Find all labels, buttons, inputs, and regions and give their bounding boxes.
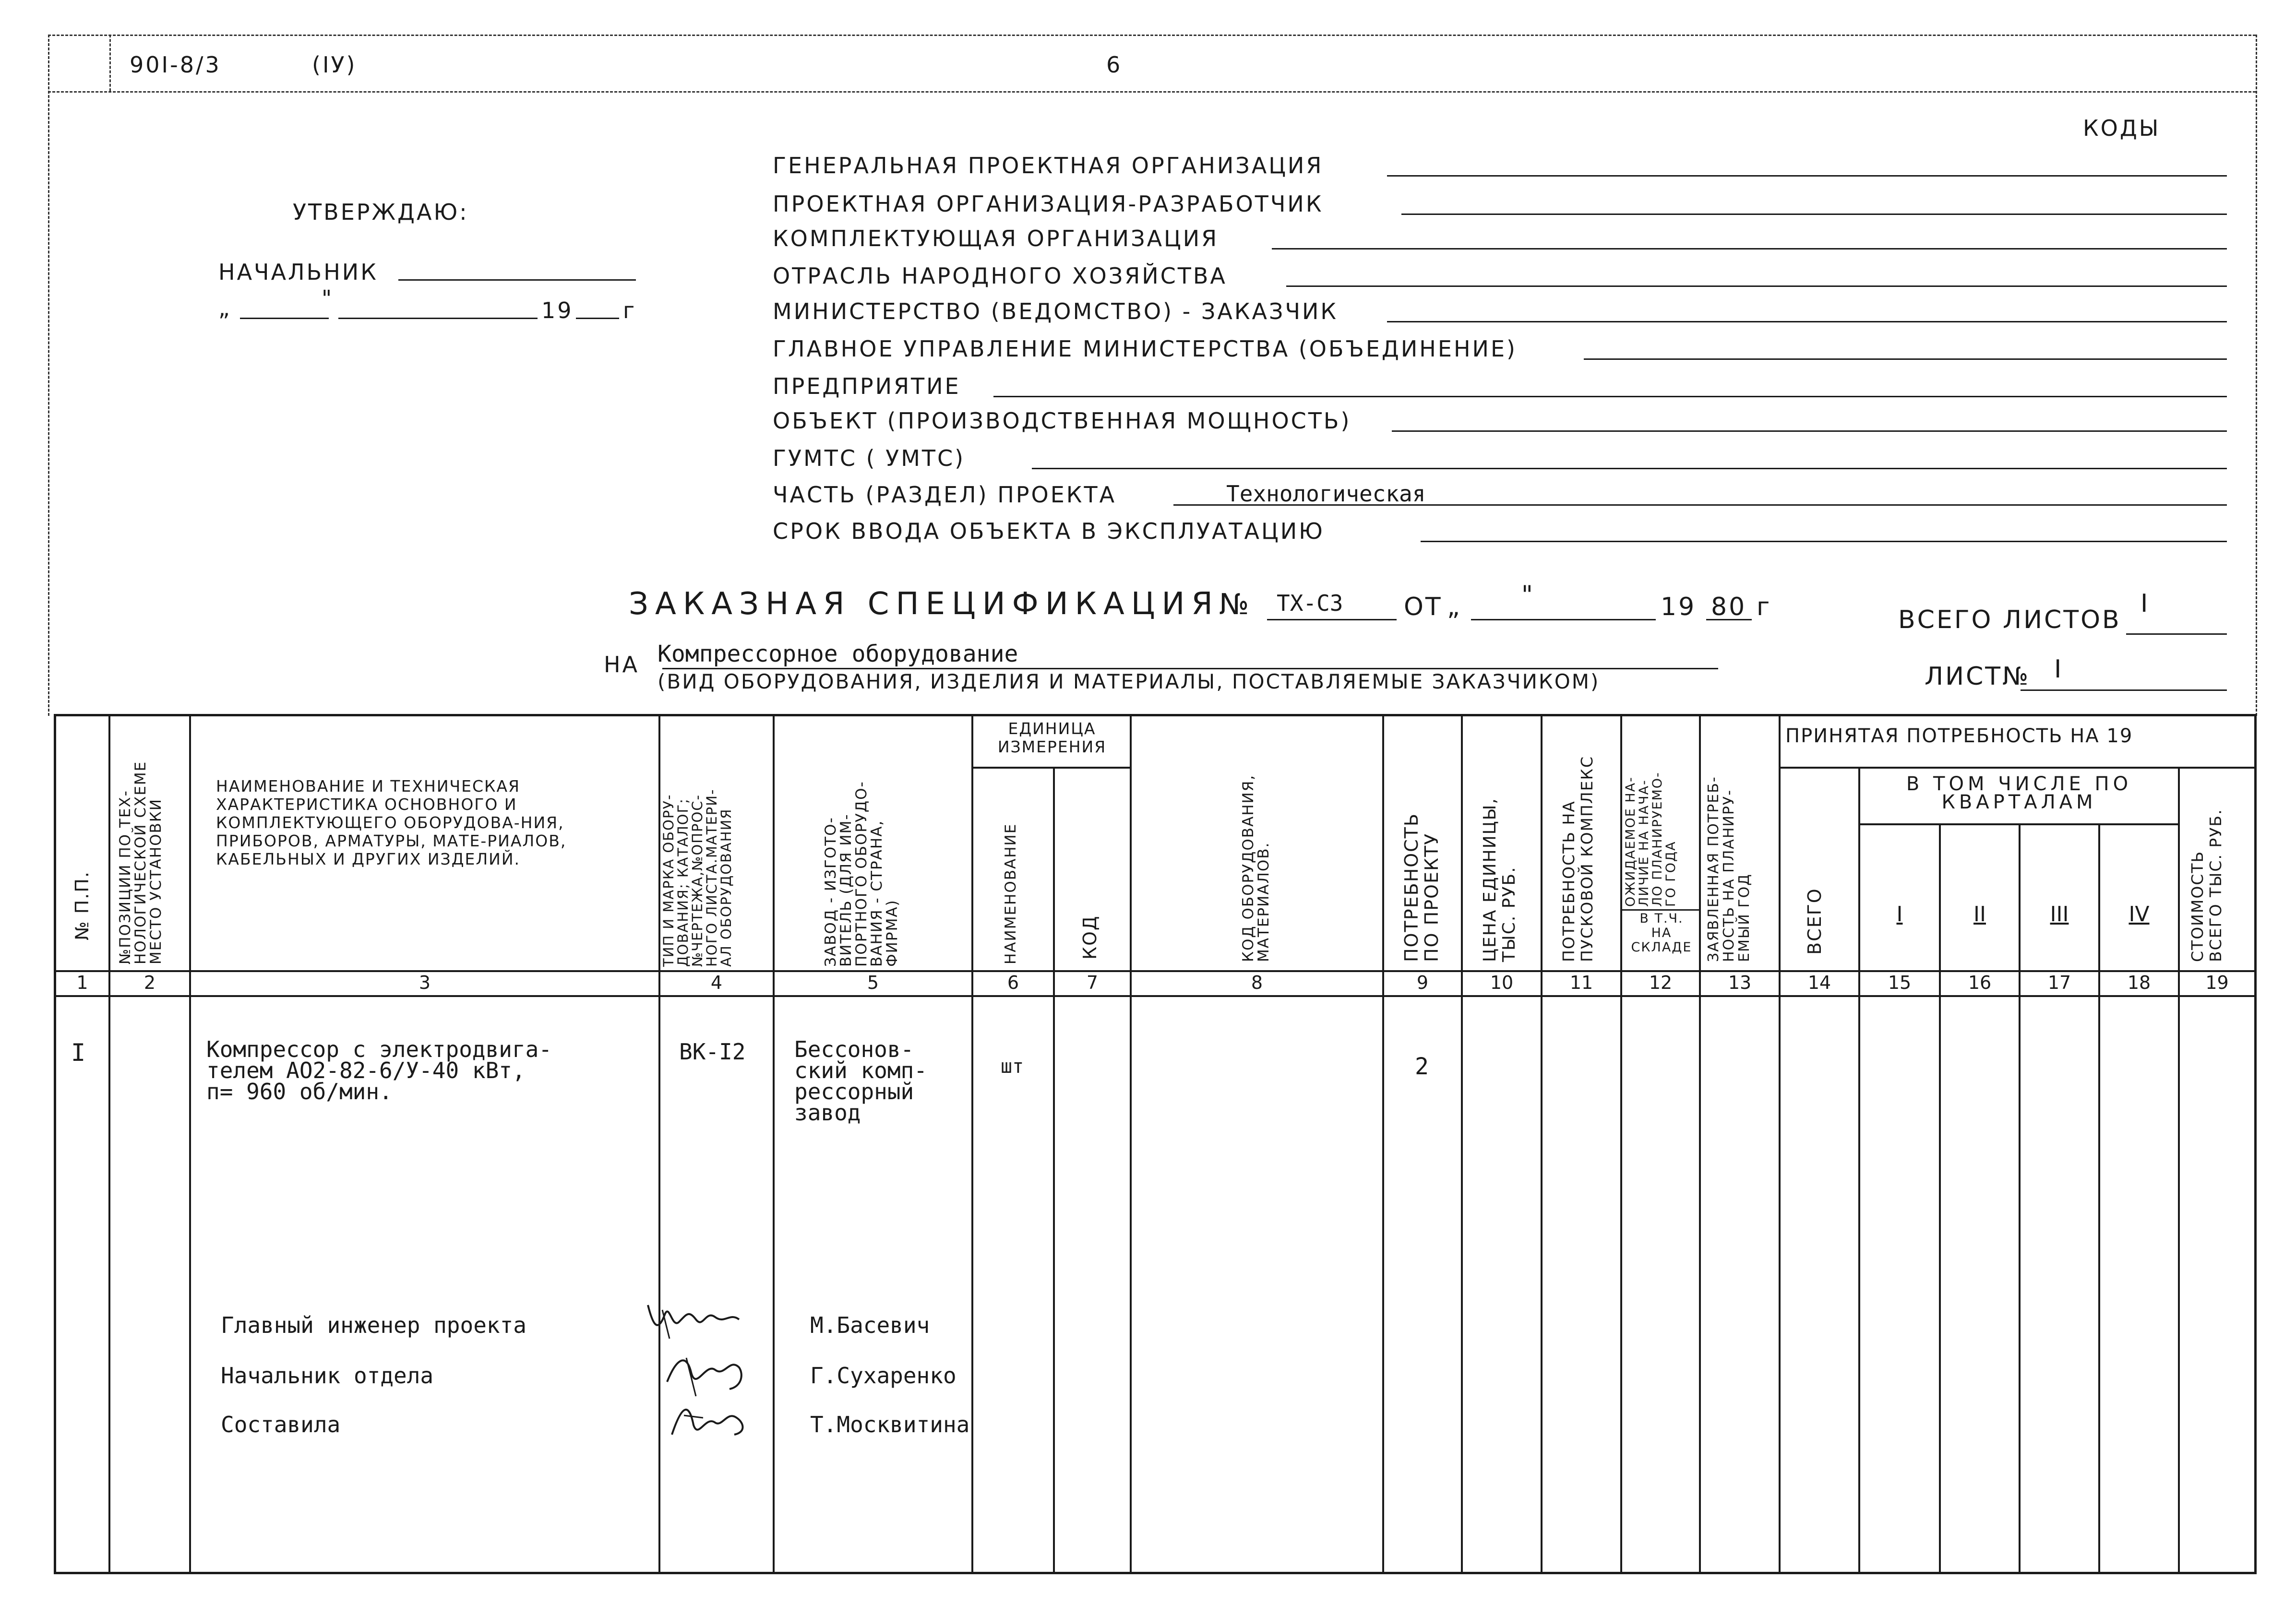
handwritten-signature-1	[643, 1295, 749, 1348]
spec-subject: Компрессорное оборудование	[658, 641, 1018, 667]
field-general-org-label: ГЕНЕРАЛЬНАЯ ПРОЕКТНАЯ ОРГАНИЗАЦИЯ	[773, 153, 1324, 178]
spec-number-line	[1267, 619, 1397, 620]
field-general-org-line	[1387, 175, 2227, 177]
col-sep-4	[773, 714, 775, 1574]
field-deadline-label: СРОК ВВОДА ОБЪЕКТА В ЭКСПЛУАТАЦИЮ	[773, 518, 1325, 544]
header-unit-name: НАИМЕНОВАНИЕ	[1002, 823, 1019, 964]
field-ministry-line	[1387, 321, 2227, 322]
header-description: НАИМЕНОВАНИЕ И ТЕХНИЧЕСКАЯ ХАРАКТЕРИСТИКА ОСНОВНОГО И КОМПЛЕКТУЮЩЕГО ОБОРУДОВА-НИЯ, ПРИБОРОВ, АРМАТУРЫ, МАТЕ-РИАЛОВ, КАБЕЛЬНЫХ И ДРУГИХ ИЗДЕЛИЙ.	[216, 777, 567, 868]
field-object-label: ОБЪЕКТ (ПРОИЗВОДСТВЕННАЯ МОЩНОСТЬ)	[773, 408, 1351, 434]
colnum-6: 6	[1007, 972, 1019, 993]
field-supply-org-line	[1272, 248, 2227, 249]
spec-year-prefix: 19	[1661, 593, 1697, 621]
col-sep-1	[108, 714, 110, 1574]
header-q3: III	[2050, 902, 2069, 926]
handwritten-signature-2	[658, 1348, 753, 1401]
signature-name-chief-engineer: М.Басевич	[810, 1312, 930, 1338]
spec-year-suffix: г	[1757, 593, 1772, 621]
header-position: №ПОЗИЦИИ ПО ТЕХ- НОЛОГИЧЕСКОЙ СХЕМЕ МЕСТО УСТАНОВКИ	[117, 760, 165, 964]
spec-subject-caption: (ВИД ОБОРУДОВАНИЯ, ИЗДЕЛИЯ И МАТЕРИАЛЫ, ПОСТАВЛЯЕМЫЕ ЗАКАЗЧИКОМ)	[658, 670, 1600, 693]
row-type: ВК-I2	[679, 1039, 746, 1065]
field-enterprise-line	[993, 396, 2227, 397]
total-sheets-label: ВСЕГО ЛИСТОВ	[1898, 606, 2121, 634]
total-sheets-value: I	[2141, 589, 2150, 618]
colnum-10: 10	[1490, 972, 1514, 993]
row-manufacturer: Бессонов- ский комп- рессорный завод	[794, 1036, 927, 1126]
spec-date-open: „	[1447, 593, 1462, 621]
approval-year-suffix: г	[623, 297, 637, 323]
colnum-18: 18	[2127, 972, 2151, 993]
col-sep-7	[1130, 714, 1132, 1574]
colnum-17: 17	[2047, 972, 2071, 993]
signature-role-compiler: Составила	[221, 1412, 341, 1437]
field-gumts-label: ГУМТС ( УМТС)	[773, 445, 966, 471]
colnum-8: 8	[1251, 972, 1263, 993]
quarters-group-divider	[1858, 823, 2180, 825]
approval-year-prefix: 19	[541, 297, 574, 323]
spec-year-line	[1706, 619, 1752, 620]
colnum-13: 13	[1728, 972, 1752, 993]
header-quarters-group: В ТОМ ЧИСЛЕ ПО КВАРТАЛАМ	[1906, 773, 2132, 813]
colnum-16: 16	[1968, 972, 1992, 993]
header-unit-price: ЦЕНА ЕДИНИЦЫ, ТЫС. РУБ.	[1480, 797, 1519, 962]
spec-from-label: ОТ	[1404, 593, 1443, 621]
col-sep-6	[1053, 768, 1055, 1574]
header-manufacturer: ЗАВОД - ИЗГОТО- ВИТЕЛЬ (ДЛЯ ИМ- ПОРТНОГО ОБОРУДО- ВАНИЯ - СТРАНА, ФИРМА)	[822, 781, 901, 967]
colnum-12: 12	[1649, 972, 1673, 993]
table-top-border	[54, 714, 2257, 716]
colnum-1: 1	[76, 972, 88, 993]
colnum-4: 4	[710, 972, 723, 993]
spec-number-sign: №	[1219, 588, 1251, 621]
row-unit: шт	[1001, 1056, 1024, 1078]
field-industry-line	[1286, 285, 2227, 287]
header-q1: I	[1896, 902, 1903, 926]
frame-right	[2256, 35, 2257, 716]
field-main-dept-line	[1584, 358, 2227, 360]
header-q4: IV	[2129, 902, 2150, 926]
colnum-19: 19	[2205, 972, 2229, 993]
chief-signature-line	[398, 279, 636, 281]
codes-label: КОДЫ	[2083, 115, 2161, 141]
colnum-11: 11	[1569, 972, 1593, 993]
spec-number: ТХ-СЗ	[1277, 590, 1343, 616]
field-section-value: Технологическая	[1226, 481, 1426, 507]
approval-day-line	[240, 318, 329, 319]
approval-year-line	[576, 318, 619, 319]
doc-code: 90I-8/3	[130, 52, 221, 78]
table-right-border	[2254, 714, 2257, 1574]
signature-name-dept-head: Г.Сухаренко	[810, 1363, 957, 1389]
col-sep-18	[2178, 768, 2180, 1574]
col-sep-15	[1939, 824, 1941, 1574]
field-dev-org-label: ПРОЕКТНАЯ ОРГАНИЗАЦИЯ-РАЗРАБОТЧИК	[773, 191, 1324, 217]
chief-label: НАЧАЛЬНИК	[218, 259, 378, 285]
col-sep-17	[2098, 824, 2100, 1574]
colnum-2: 2	[144, 972, 156, 993]
colnum-row-bottom	[54, 995, 2257, 997]
row-description: Компрессор с электродвига- телем АО2-82-6/У-40 кВт, п= 960 об/мин.	[206, 1036, 552, 1104]
approval-date-mid: "	[322, 285, 334, 311]
spec-title: ЗАКАЗНАЯ СПЕЦИФИКАЦИЯ	[629, 586, 1220, 622]
sheet-line	[2021, 689, 2227, 691]
spec-date-mid: "	[1521, 581, 1535, 609]
header-accepted-group: ПРИНЯТАЯ ПОТРЕБНОСТЬ НА 19	[1785, 725, 2133, 747]
field-deadline-line	[1421, 541, 2227, 542]
album-number: (IУ)	[312, 52, 357, 78]
header-expected-stock: ОЖИДАЕМОЕ НА- ЛИЧИЕ НА НАЧА- ЛО ПЛАНИРУЕМО- ГО ГОДА	[1623, 772, 1678, 907]
colnum-9: 9	[1416, 972, 1429, 993]
signature-role-chief-engineer: Главный инженер проекта	[221, 1312, 526, 1338]
col-sep-2	[189, 714, 191, 1574]
header-in-stock: В Т.Ч. НА СКЛАДЕ	[1631, 911, 1692, 955]
header-equipment-code: КОД ОБОРУДОВАНИЯ, МАТЕРИАЛОВ.	[1240, 774, 1272, 962]
field-main-dept-label: ГЛАВНОЕ УПРАВЛЕНИЕ МИНИСТЕРСТВА (ОБЪЕДИНЕНИЕ)	[773, 336, 1517, 362]
signature-role-dept-head: Начальник отдела	[221, 1363, 434, 1389]
approve-label: УТВЕРЖДАЮ:	[293, 199, 469, 225]
field-industry-label: ОТРАСЛЬ НАРОДНОГО ХОЗЯЙСТВА	[773, 263, 1227, 289]
sheet-value: I	[2054, 655, 2064, 684]
header-project-need: ПОТРЕБНОСТЬ ПО ПРОЕКТУ	[1401, 813, 1442, 962]
unit-group-divider	[971, 767, 1132, 769]
header-unit-code: КОД	[1079, 915, 1100, 960]
signature-name-compiler: Т.Москвитина	[810, 1412, 970, 1437]
header-declared-need: ЗАЯВЛЕННАЯ ПОТРЕБ- НОСТЬ НА ПЛАНИРУ- ЕМЫЙ ГОД	[1705, 776, 1753, 962]
col-sep-9	[1461, 714, 1463, 1574]
spec-date-line	[1471, 619, 1656, 620]
accepted-group-divider	[1779, 767, 2257, 769]
header-total: ВСЕГО	[1804, 888, 1825, 955]
approval-date-open: „	[218, 295, 232, 321]
spec-subject-line	[662, 668, 1718, 669]
field-object-line	[1392, 430, 2227, 432]
colnum-14: 14	[1807, 972, 1831, 993]
colnum-3: 3	[419, 972, 431, 993]
field-section-label: ЧАСТЬ (РАЗДЕЛ) ПРОЕКТА	[773, 482, 1117, 508]
col-sep-5	[971, 714, 973, 1574]
col-sep-11	[1620, 714, 1622, 1574]
colnum-15: 15	[1888, 972, 1912, 993]
page-number: 6	[1106, 52, 1123, 78]
frame-top	[48, 35, 2256, 36]
col-sep-13	[1779, 714, 1781, 1574]
field-section-line	[1173, 504, 2227, 506]
row-position: I	[71, 1039, 86, 1067]
stamp-divider	[48, 91, 2256, 93]
total-sheets-line	[2126, 633, 2227, 635]
field-gumts-line	[1032, 468, 2227, 469]
spec-on-label: НА	[604, 652, 640, 677]
header-row-number: № П.П.	[72, 871, 93, 940]
frame-left	[48, 35, 49, 716]
approval-month-line	[338, 318, 538, 319]
sheet-label: ЛИСТ№	[1925, 662, 2031, 691]
colnum-5: 5	[867, 972, 879, 993]
col-sep-10	[1541, 714, 1543, 1574]
col-sep-8	[1382, 714, 1384, 1574]
spec-year: 80	[1711, 593, 1747, 621]
col-sep-16	[2019, 824, 2021, 1574]
header-total-cost: СТОИМОСТЬ ВСЕГО ТЫС. РУБ.	[2188, 808, 2225, 962]
field-ministry-label: МИНИСТЕРСТВО (ВЕДОМСТВО) - ЗАКАЗЧИК	[773, 298, 1339, 324]
field-supply-org-label: КОМПЛЕКТУЮЩАЯ ОРГАНИЗАЦИЯ	[773, 226, 1219, 251]
row-quantity: 2	[1415, 1053, 1429, 1080]
field-enterprise-label: ПРЕДПРИЯТИЕ	[773, 373, 961, 399]
stamp-cell-divider	[109, 35, 111, 91]
col-sep-12	[1699, 714, 1701, 1574]
header-q2: II	[1973, 902, 1986, 926]
colnum-7: 7	[1086, 972, 1099, 993]
table-bottom-border	[54, 1572, 2257, 1574]
header-unit-group: ЕДИНИЦА ИЗМЕРЕНИЯ	[997, 719, 1107, 756]
table-left-border	[54, 714, 56, 1574]
header-startup-need: ПОТРЕБНОСТЬ НА ПУСКОВОЙ КОМПЛЕКС	[1559, 756, 1596, 962]
field-dev-org-line	[1401, 214, 2227, 215]
col-sep-14	[1858, 768, 1860, 1574]
stock-sub-divider	[1620, 909, 1700, 911]
handwritten-signature-3	[667, 1396, 753, 1444]
header-type-mark: ТИП И МАРКА ОБОРУ- ДОВАНИЯ; КАТАЛОГ; №ЧЕРТЕЖА,№ОПРОС- НОГО ЛИСТА.МАТЕРИ- АЛ ОБОРУДОВАНИЯ	[660, 788, 734, 967]
